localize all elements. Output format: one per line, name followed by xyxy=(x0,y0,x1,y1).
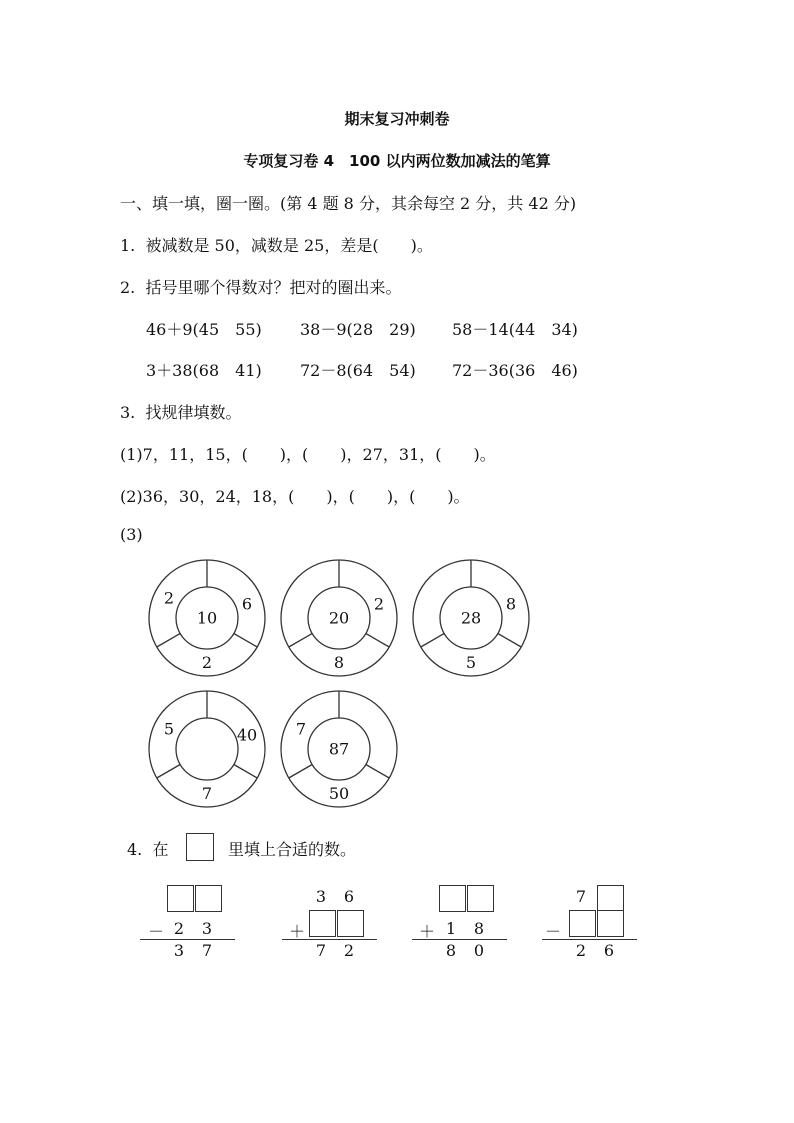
answer-box xyxy=(439,885,466,912)
ring-divider xyxy=(157,634,180,648)
answer-box xyxy=(597,910,624,937)
ring-bottom-value: 8 xyxy=(333,653,345,672)
calc-digit: 3 xyxy=(315,887,327,906)
ring-top-right-value: 6 xyxy=(241,594,253,614)
ring-top-left-value: 5 xyxy=(163,719,175,739)
ring-divider xyxy=(366,765,389,779)
calc-digit: 6 xyxy=(603,941,615,960)
q2-item: 58－14(44 34) xyxy=(452,320,578,339)
answer-box-icon xyxy=(186,833,214,861)
calc-rule xyxy=(140,939,235,940)
calc-rule xyxy=(282,939,377,940)
answer-box xyxy=(467,885,494,912)
calc-operator: － xyxy=(147,922,164,941)
ring-top-right-value: 2 xyxy=(373,594,385,614)
question-3-part-1: (1)7，11，15，( )，( )，27，31，( )。 xyxy=(120,445,496,464)
q2-item: 38－9(28 29) xyxy=(300,320,416,339)
ring-divider xyxy=(234,634,257,648)
question-4-prompt-end: 里填上合适的数。 xyxy=(228,840,357,859)
ring-divider xyxy=(421,634,444,648)
calc-digit: 3 xyxy=(201,919,213,938)
ring-center-value: 87 xyxy=(328,739,350,759)
page-title: 期末复习冲刺卷 xyxy=(344,110,450,128)
answer-box xyxy=(597,885,624,912)
ring-center-value: 10 xyxy=(196,608,218,628)
calc-digit: 2 xyxy=(575,941,587,960)
ring-inner xyxy=(176,718,238,780)
calc-digit: 2 xyxy=(343,941,355,960)
ring-center-value: 28 xyxy=(460,608,482,628)
ring-bottom-value: 5 xyxy=(465,653,477,672)
calc-operator: ＋ xyxy=(418,922,435,941)
question-4-prompt: 4. 在 xyxy=(127,840,169,859)
ring-bottom-value: 7 xyxy=(201,784,213,803)
calc-operator: － xyxy=(544,922,561,941)
calc-digit: 0 xyxy=(473,941,485,960)
calc-digit: 7 xyxy=(201,941,213,960)
ring-top-right-value: 8 xyxy=(505,594,517,614)
answer-box xyxy=(309,910,336,937)
ring-divider xyxy=(234,765,257,779)
answer-box xyxy=(569,910,596,937)
calc-digit: 2 xyxy=(173,919,185,938)
ring-center-value: 20 xyxy=(328,608,350,628)
answer-box xyxy=(195,885,222,912)
answer-box xyxy=(167,885,194,912)
calc-digit: 8 xyxy=(445,941,457,960)
ring-divider xyxy=(289,634,312,648)
ring-bottom-value: 2 xyxy=(201,653,213,672)
ring-top-right-value: 40 xyxy=(236,725,258,745)
ring-top-left-value: 7 xyxy=(295,719,307,739)
calc-digit: 7 xyxy=(315,941,327,960)
calc-rule xyxy=(412,939,507,940)
calc-digit: 7 xyxy=(575,887,587,906)
calc-digit: 6 xyxy=(343,887,355,906)
ring-divider xyxy=(289,765,312,779)
ring-top-left-value: 2 xyxy=(163,588,175,608)
question-3-part-3: (3) xyxy=(120,525,143,544)
question-1: 1. 被减数是 50，减数是 25，差是( )。 xyxy=(120,236,433,255)
ring-divider xyxy=(157,765,180,779)
page-subtitle: 专项复习卷 4 100 以内两位数加减法的笔算 xyxy=(243,152,551,170)
calc-digit: 8 xyxy=(473,919,485,938)
q2-item: 3＋38(68 41) xyxy=(146,361,262,380)
calc-digit: 3 xyxy=(173,941,185,960)
section-heading: 一、填一填，圈一圈。(第 4 题 8 分，其余每空 2 分，共 42 分) xyxy=(120,194,577,213)
calc-digit: 1 xyxy=(445,919,457,938)
question-3-prompt: 3. 找规律填数。 xyxy=(120,403,242,422)
question-3-part-2: (2)36，30，24，18，( )，( )，( )。 xyxy=(120,487,470,506)
q2-item: 72－8(64 54) xyxy=(300,361,416,380)
calc-rule xyxy=(542,939,637,940)
ring-divider xyxy=(366,634,389,648)
calc-operator: ＋ xyxy=(288,922,305,941)
ring-bottom-value: 50 xyxy=(328,784,350,803)
ring-divider xyxy=(498,634,521,648)
answer-box xyxy=(337,910,364,937)
question-2-prompt: 2. 括号里哪个得数对？把对的圈出来。 xyxy=(120,278,402,297)
q2-item: 72－36(36 46) xyxy=(452,361,578,380)
q2-item: 46＋9(45 55) xyxy=(146,320,262,339)
